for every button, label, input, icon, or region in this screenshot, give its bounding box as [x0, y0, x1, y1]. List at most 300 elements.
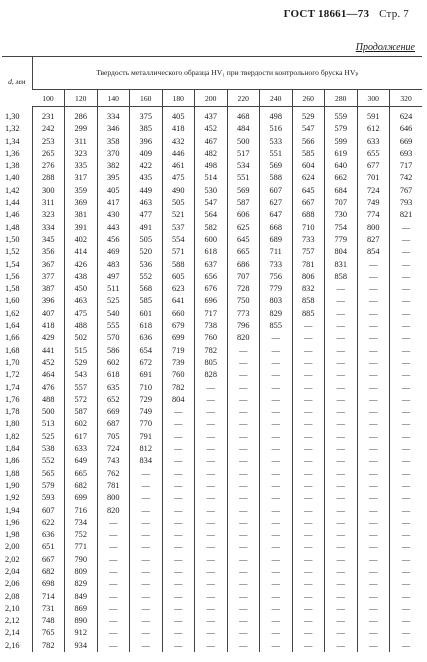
table-cell: —: [195, 554, 228, 566]
table-cell: 831: [325, 259, 358, 271]
table-cell: 647: [260, 209, 293, 221]
table-cell: 728: [227, 283, 260, 295]
table-cell: —: [292, 615, 325, 627]
row-diameter: 1,50: [5, 234, 20, 244]
table-cell: —: [195, 615, 228, 627]
table-cell: —: [390, 271, 423, 283]
table-cell: 711: [260, 246, 293, 258]
row-diameter: 1,86: [5, 456, 20, 466]
table-cell: —: [227, 603, 260, 615]
table-cell: 525: [32, 431, 65, 443]
table-cell: —: [97, 554, 130, 566]
table-cell: 554: [162, 234, 195, 246]
table-row: [2, 406, 422, 418]
table-cell: 733: [260, 259, 293, 271]
table-cell: 377: [32, 271, 65, 283]
table-cell: —: [325, 357, 358, 369]
table-cell: —: [260, 627, 293, 639]
table-cell: —: [390, 480, 423, 492]
table-cell: —: [162, 480, 195, 492]
table-cell: 724: [357, 185, 390, 197]
table-cell: —: [390, 578, 423, 590]
table-cell: —: [357, 566, 390, 578]
table-cell: 317: [65, 172, 98, 184]
table-cell: 641: [162, 295, 195, 307]
table-cell: 529: [65, 357, 98, 369]
table-cell: 430: [97, 209, 130, 221]
table-cell: —: [292, 345, 325, 357]
table-row: [2, 541, 422, 553]
table-cell: —: [162, 603, 195, 615]
table-cell: —: [357, 345, 390, 357]
row-diameter: 2,12: [5, 616, 20, 626]
table-cell: 665: [65, 468, 98, 480]
table-cell: —: [97, 541, 130, 553]
table-cell: 599: [325, 136, 358, 148]
table-cell: 828: [195, 369, 228, 381]
table-cell: —: [292, 443, 325, 455]
row-diameter: 2,04: [5, 566, 20, 576]
column-header-120: 120: [65, 90, 98, 107]
table-cell: 569: [260, 160, 293, 172]
table-cell: 502: [65, 332, 98, 344]
table-cell: 585: [292, 148, 325, 160]
table-cell: —: [260, 382, 293, 394]
table-cell: —: [130, 578, 163, 590]
hardness-table: [2, 56, 422, 652]
table-row: [2, 345, 422, 357]
table-cell: 765: [32, 627, 65, 639]
table-cell: —: [325, 591, 358, 603]
table-cell: —: [130, 517, 163, 529]
table-cell: 564: [195, 209, 228, 221]
table-cell: —: [390, 505, 423, 517]
column-header-280: 280: [325, 90, 358, 107]
table-cell: 491: [130, 222, 163, 234]
row-diameter: 1,60: [5, 296, 20, 306]
table-cell: 804: [325, 246, 358, 258]
table-cell: —: [227, 640, 260, 652]
table-cell: 770: [130, 418, 163, 430]
table-cell: 767: [390, 185, 423, 197]
table-row: [2, 529, 422, 541]
table-cell: 636: [32, 529, 65, 541]
table-cell: —: [195, 394, 228, 406]
table-cell: 452: [195, 123, 228, 135]
table-cell: 482: [195, 148, 228, 160]
table-cell: 587: [227, 197, 260, 209]
table-cell: —: [130, 627, 163, 639]
table-row: [2, 640, 422, 652]
table-cell: —: [227, 591, 260, 603]
table-cell: —: [357, 517, 390, 529]
table-cell: —: [325, 505, 358, 517]
table-row: [2, 160, 422, 172]
table-cell: —: [195, 566, 228, 578]
table-cell: 464: [32, 369, 65, 381]
table-cell: —: [390, 357, 423, 369]
table-cell: —: [97, 529, 130, 541]
table-cell: —: [390, 431, 423, 443]
table-cell: 771: [65, 541, 98, 553]
table-cell: —: [357, 271, 390, 283]
table-cell: —: [390, 283, 423, 295]
table-cell: —: [325, 394, 358, 406]
table-cell: 660: [162, 308, 195, 320]
table-cell: 568: [130, 283, 163, 295]
table-cell: 858: [292, 295, 325, 307]
table-cell: 710: [130, 382, 163, 394]
table-cell: 346: [97, 123, 130, 135]
table-cell: —: [390, 382, 423, 394]
table-cell: 469: [97, 246, 130, 258]
table-cell: 565: [32, 468, 65, 480]
table-cell: 500: [227, 136, 260, 148]
table-cell: —: [357, 357, 390, 369]
table-cell: —: [390, 406, 423, 418]
table-cell: 646: [390, 123, 423, 135]
table-cell: 885: [292, 308, 325, 320]
table-cell: —: [390, 246, 423, 258]
table-cell: —: [292, 431, 325, 443]
table-cell: 530: [195, 185, 228, 197]
table-cell: 475: [65, 308, 98, 320]
table-cell: 600: [195, 234, 228, 246]
table-cell: —: [390, 603, 423, 615]
table-cell: 890: [65, 615, 98, 627]
table-cell: 520: [130, 246, 163, 258]
table-cell: —: [325, 492, 358, 504]
table-cell: 800: [357, 222, 390, 234]
table-cell: 714: [32, 591, 65, 603]
table-cell: —: [357, 480, 390, 492]
table-row: [2, 209, 422, 221]
table-cell: —: [260, 418, 293, 430]
table-row: [2, 431, 422, 443]
row-diameter: 1,58: [5, 284, 20, 294]
table-cell: 672: [130, 357, 163, 369]
row-diameter: 1,84: [5, 444, 20, 454]
table-cell: —: [97, 627, 130, 639]
table-row: [2, 591, 422, 603]
row-diameter: 2,16: [5, 640, 20, 650]
table-row: [2, 308, 422, 320]
table-cell: —: [260, 554, 293, 566]
table-cell: 733: [292, 234, 325, 246]
table-cell: 779: [260, 283, 293, 295]
row-diameter: 1,42: [5, 185, 20, 195]
table-cell: —: [97, 566, 130, 578]
table-cell: 699: [65, 492, 98, 504]
table-cell: —: [357, 283, 390, 295]
table-row: [2, 148, 422, 160]
table-cell: —: [260, 505, 293, 517]
table-cell: 586: [97, 345, 130, 357]
table-cell: —: [292, 578, 325, 590]
table-cell: 752: [65, 529, 98, 541]
table-cell: —: [357, 295, 390, 307]
table-cell: —: [227, 566, 260, 578]
table-cell: 731: [32, 603, 65, 615]
table-cell: —: [162, 455, 195, 467]
table-cell: 452: [32, 357, 65, 369]
table-cell: 691: [130, 369, 163, 381]
table-cell: 693: [390, 148, 423, 160]
table-cell: 540: [97, 308, 130, 320]
table-cell: —: [162, 505, 195, 517]
table-cell: —: [325, 529, 358, 541]
table-cell: 869: [65, 603, 98, 615]
page-header: [284, 8, 409, 20]
table-row: [2, 320, 422, 332]
table-cell: —: [260, 455, 293, 467]
table-cell: —: [260, 480, 293, 492]
table-cell: 514: [195, 172, 228, 184]
page-number: Стр. 7: [379, 8, 409, 20]
table-cell: 536: [130, 259, 163, 271]
table-cell: 579: [325, 123, 358, 135]
table-cell: 652: [97, 394, 130, 406]
table-cell: 543: [65, 369, 98, 381]
table-cell: —: [292, 480, 325, 492]
table-cell: —: [260, 566, 293, 578]
table-cell: 405: [162, 107, 195, 124]
table-cell: 667: [32, 554, 65, 566]
table-cell: —: [260, 529, 293, 541]
row-diameter: 1,88: [5, 468, 20, 478]
table-cell: 402: [65, 234, 98, 246]
table-cell: —: [227, 492, 260, 504]
table-cell: 387: [32, 283, 65, 295]
table-cell: —: [260, 541, 293, 553]
table-cell: 557: [65, 382, 98, 394]
table-cell: 739: [162, 357, 195, 369]
table-cell: 617: [65, 431, 98, 443]
table-cell: 743: [97, 455, 130, 467]
table-cell: —: [292, 418, 325, 430]
table-row: [2, 369, 422, 381]
table-cell: —: [325, 443, 358, 455]
table-cell: 477: [130, 209, 163, 221]
table-cell: 781: [97, 480, 130, 492]
table-cell: —: [325, 308, 358, 320]
table-cell: 602: [65, 418, 98, 430]
table-cell: 606: [227, 209, 260, 221]
table-cell: 623: [162, 283, 195, 295]
column-header-300: 300: [357, 90, 390, 107]
table-cell: —: [325, 554, 358, 566]
table-cell: —: [325, 627, 358, 639]
table-cell: —: [357, 259, 390, 271]
table-cell: 417: [97, 197, 130, 209]
table-cell: 665: [227, 246, 260, 258]
table-cell: —: [357, 455, 390, 467]
table-cell: —: [260, 578, 293, 590]
row-diameter: 2,06: [5, 579, 20, 589]
table-cell: 593: [32, 492, 65, 504]
table-cell: 476: [32, 382, 65, 394]
table-row: [2, 283, 422, 295]
table-cell: 645: [292, 185, 325, 197]
table-cell: —: [357, 529, 390, 541]
table-cell: —: [227, 517, 260, 529]
table-cell: —: [227, 541, 260, 553]
table-cell: —: [162, 554, 195, 566]
table-cell: —: [162, 418, 195, 430]
column-header-240: 240: [260, 90, 293, 107]
table-cell: —: [390, 234, 423, 246]
table-cell: —: [357, 505, 390, 517]
table-cell: —: [325, 603, 358, 615]
table-cell: 809: [65, 566, 98, 578]
table-row: [2, 455, 422, 467]
table-cell: 760: [162, 369, 195, 381]
table-cell: 858: [325, 271, 358, 283]
table-cell: 698: [32, 578, 65, 590]
table-cell: —: [195, 640, 228, 652]
table-cell: 707: [227, 271, 260, 283]
table-cell: 488: [32, 394, 65, 406]
table-cell: 738: [195, 320, 228, 332]
table-cell: 534: [227, 160, 260, 172]
table-cell: 286: [65, 107, 98, 124]
row-diameter: 1,32: [5, 124, 20, 134]
table-cell: —: [357, 406, 390, 418]
table-cell: 311: [32, 197, 65, 209]
row-diameter: 2,00: [5, 542, 20, 552]
table-cell: —: [97, 578, 130, 590]
table-cell: 525: [97, 295, 130, 307]
table-cell: —: [195, 418, 228, 430]
table-cell: 662: [325, 172, 358, 184]
row-diameter: 1,64: [5, 321, 20, 331]
table-cell: 757: [292, 246, 325, 258]
table-cell: 682: [32, 566, 65, 578]
table-cell: 649: [65, 455, 98, 467]
table-cell: —: [390, 222, 423, 234]
table-row: [2, 172, 422, 184]
table-cell: 463: [65, 295, 98, 307]
table-cell: —: [227, 431, 260, 443]
table-cell: 323: [65, 148, 98, 160]
table-cell: —: [292, 492, 325, 504]
table-cell: 467: [195, 136, 228, 148]
table-cell: 405: [97, 185, 130, 197]
table-cell: 688: [292, 209, 325, 221]
table-cell: —: [195, 529, 228, 541]
table-cell: —: [292, 455, 325, 467]
table-cell: 655: [357, 148, 390, 160]
table-cell: 385: [130, 123, 163, 135]
table-cell: 705: [97, 431, 130, 443]
table-cell: —: [292, 640, 325, 652]
table-cell: 456: [97, 234, 130, 246]
table-cell: —: [357, 627, 390, 639]
row-diameter: 2,02: [5, 554, 20, 564]
table-cell: —: [227, 394, 260, 406]
table-cell: —: [390, 492, 423, 504]
table-cell: 517: [227, 148, 260, 160]
table-cell: 367: [32, 259, 65, 271]
table-cell: —: [390, 345, 423, 357]
table-row: [2, 295, 422, 307]
row-diameter: 1,92: [5, 493, 20, 503]
table-cell: 710: [292, 222, 325, 234]
table-cell: —: [195, 541, 228, 553]
table-cell: 805: [195, 357, 228, 369]
table-cell: 432: [162, 136, 195, 148]
row-diameter: 1,72: [5, 370, 20, 380]
table-cell: 724: [97, 443, 130, 455]
table-cell: —: [195, 603, 228, 615]
row-diameter: 1,38: [5, 161, 20, 171]
table-cell: —: [162, 406, 195, 418]
table-cell: 677: [357, 160, 390, 172]
table-cell: 449: [130, 185, 163, 197]
table-cell: 547: [195, 197, 228, 209]
table-cell: 676: [195, 283, 228, 295]
table-cell: 756: [260, 271, 293, 283]
table-cell: —: [292, 591, 325, 603]
table-cell: —: [227, 382, 260, 394]
table-cell: —: [195, 578, 228, 590]
table-cell: —: [357, 394, 390, 406]
table-cell: —: [227, 480, 260, 492]
table-cell: 934: [65, 640, 98, 652]
table-cell: —: [162, 541, 195, 553]
table-cell: 414: [65, 246, 98, 258]
table-row: [2, 468, 422, 480]
table-cell: —: [357, 578, 390, 590]
table-cell: 829: [65, 578, 98, 590]
table-cell: —: [227, 406, 260, 418]
table-cell: 742: [390, 172, 423, 184]
row-diameter: 1,36: [5, 148, 20, 158]
table-cell: —: [162, 578, 195, 590]
table-cell: 612: [357, 123, 390, 135]
table-cell: —: [227, 455, 260, 467]
row-diameter: 1,76: [5, 394, 20, 404]
table-cell: —: [325, 431, 358, 443]
table-cell: 407: [32, 308, 65, 320]
table-cell: 849: [65, 591, 98, 603]
table-cell: —: [130, 541, 163, 553]
table-cell: 488: [65, 320, 98, 332]
table-cell: 827: [357, 234, 390, 246]
table-cell: —: [357, 431, 390, 443]
table-cell: 591: [357, 107, 390, 124]
table-cell: —: [227, 345, 260, 357]
table-cell: —: [227, 369, 260, 381]
table-cell: 242: [32, 123, 65, 135]
group-header: Твердость металлического образца HV₁ при твердости контрольного бруска HVₚ: [32, 57, 422, 90]
table-cell: 656: [195, 271, 228, 283]
table-cell: —: [357, 382, 390, 394]
table-cell: —: [357, 443, 390, 455]
table-cell: —: [260, 345, 293, 357]
table-cell: 679: [162, 320, 195, 332]
table-cell: 323: [32, 209, 65, 221]
table-row: [2, 443, 422, 455]
table-cell: 804: [162, 394, 195, 406]
table-cell: —: [390, 443, 423, 455]
table-cell: —: [357, 468, 390, 480]
table-cell: —: [162, 627, 195, 639]
table-cell: —: [390, 308, 423, 320]
table-cell: —: [97, 640, 130, 652]
table-cell: —: [292, 505, 325, 517]
table-cell: 461: [162, 160, 195, 172]
